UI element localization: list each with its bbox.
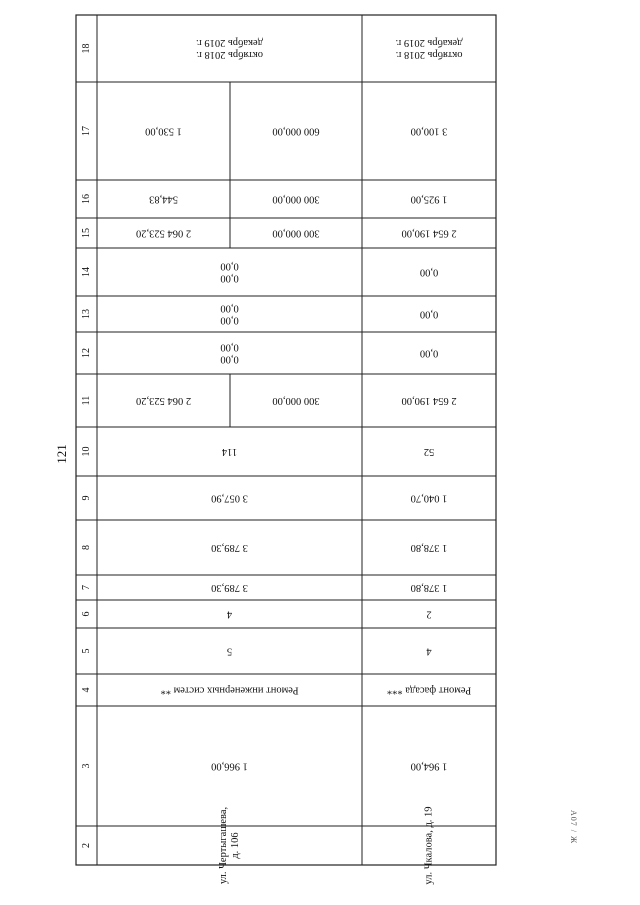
cell-62: 52 — [423, 446, 435, 457]
cell-62: 4 — [426, 645, 432, 657]
cell-61: 3 789,30 — [211, 582, 248, 593]
cell-61: 0,00 — [220, 314, 239, 326]
cell-62: 0,00 — [419, 266, 439, 278]
cell-61: 0,00 — [220, 353, 239, 365]
cell-61: 0,00 — [220, 272, 239, 284]
column-number: 8 — [81, 545, 92, 550]
cell-62: 2 654 190,00 — [401, 227, 457, 239]
column-number: 2 — [81, 843, 92, 848]
cell-61: октябрь 2018 г. — [196, 49, 263, 60]
page-number: 121 — [54, 444, 69, 464]
column-number: 18 — [81, 43, 92, 54]
column-number: 15 — [81, 228, 92, 238]
cell-62: 1 378,80 — [410, 582, 448, 593]
column-number: 16 — [81, 194, 92, 204]
cell-61: 0,00 — [220, 260, 239, 272]
cell-61: 114 — [221, 446, 238, 457]
cell-61: 0,00 — [220, 341, 239, 353]
cell-62: 1 040,70 — [410, 492, 448, 504]
column-number: 3 — [81, 763, 92, 769]
cell-62: декабрь 2019 г. — [395, 37, 463, 48]
column-number: 10 — [81, 446, 92, 457]
column-number: 14 — [81, 267, 92, 277]
column-number: 12 — [81, 348, 92, 358]
cell-62: октябрь 2018 г. — [395, 49, 463, 60]
cell-61-b: 300 000,00 — [272, 193, 320, 205]
cell-61-b: 600 000,00 — [272, 125, 320, 137]
cell-61: Ремонт инженерных систем ** — [160, 684, 299, 696]
cell-62: 1 964,00 — [410, 760, 448, 772]
cell-61: 1 966,00 — [211, 760, 248, 772]
cell-62: 1 925,00 — [410, 193, 448, 205]
cell-61: 5 — [226, 645, 233, 657]
footer-code: A07 / Ж — [569, 810, 578, 845]
address-62: ул. Чкалова, д. 19 — [423, 806, 435, 885]
cell-62: 2 654 190,00 — [401, 395, 457, 406]
cell-62: 2 — [426, 608, 432, 620]
cell-62: 3 100,00 — [410, 125, 448, 137]
table-border — [76, 15, 496, 865]
column-number: 4 — [81, 687, 92, 693]
column-number: 9 — [81, 495, 92, 501]
cell-61: 0,00 — [220, 302, 239, 314]
cell-62: 0,00 — [419, 308, 439, 320]
cell-62: Ремонт фасада *** — [386, 684, 472, 696]
cell-62: 0,00 — [419, 347, 439, 359]
cell-61-a: 544,83 — [149, 193, 178, 205]
cell-61-a: 1 530,00 — [145, 125, 182, 137]
column-number: 5 — [81, 648, 92, 654]
cell-62: 1 378,80 — [410, 542, 448, 553]
cell-61-b: 300 000,00 — [272, 395, 320, 406]
column-number: 17 — [81, 126, 92, 136]
column-number: 11 — [81, 395, 92, 406]
cell-61-a: 2 064 523,20 — [135, 395, 192, 406]
address-61: ул. Чертыгашева, — [218, 806, 229, 885]
column-number: 13 — [81, 309, 92, 319]
cell-61-a: 2 064 523,20 — [135, 227, 192, 239]
cell-61-b: 300 000,00 — [272, 227, 320, 239]
cell-61: 4 — [226, 608, 233, 620]
cell-61: 3 057,90 — [211, 492, 248, 504]
cell-61: декабрь 2019 г. — [196, 37, 263, 48]
address-61: д. 106 — [230, 832, 241, 859]
column-number: 6 — [81, 611, 92, 617]
cell-61: 3 789,30 — [211, 542, 248, 553]
column-number: 7 — [81, 585, 92, 590]
